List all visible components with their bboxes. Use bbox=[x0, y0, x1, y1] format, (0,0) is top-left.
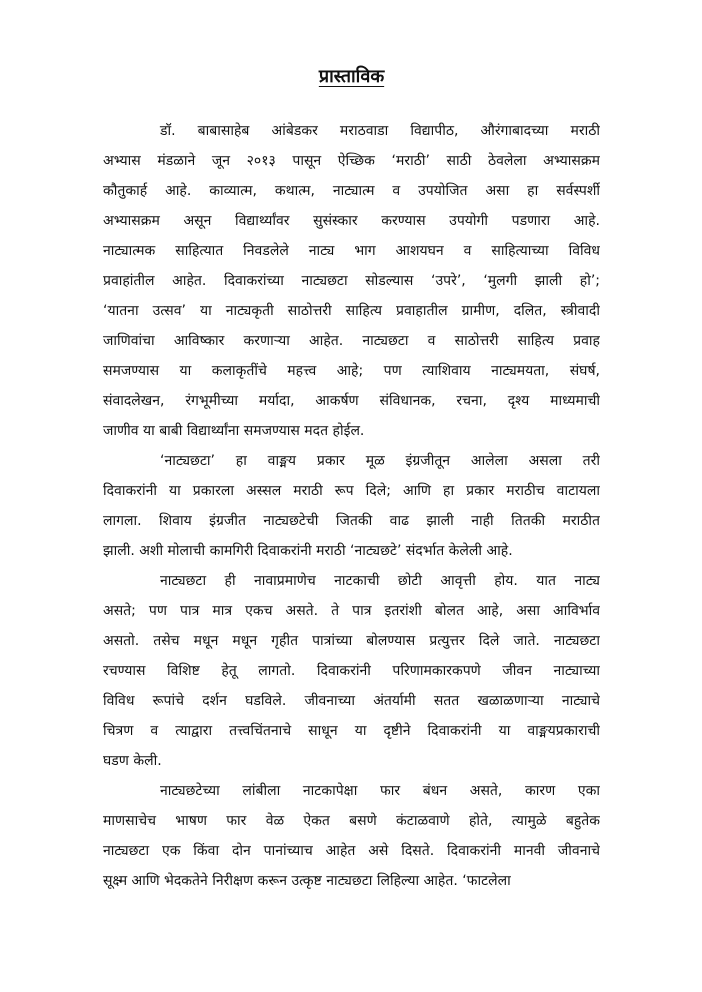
text-line: अभ्यास मंडळाने जून २०१३ पासून ऐच्छिक ‘मराठी’ साठी ठेवलेला अभ्यासक्रम bbox=[103, 153, 600, 169]
paragraph bbox=[103, 446, 600, 566]
text-line: अभ्यासक्रम असून विद्यार्थ्यांवर सुसंस्कार करण्यास उपयोगी पडणारा आहे. bbox=[103, 213, 600, 229]
text-line: विविध रूपांचे दर्शन घडविले. जीवनाच्या अंतर्यामी सतत खळाळणाऱ्या नाट्याचे bbox=[103, 693, 600, 709]
text-line: समजण्यास या कलाकृतींचे महत्त्व आहे; पण त्याशिवाय नाट्यमयता, संघर्ष, bbox=[103, 363, 600, 379]
paragraph bbox=[103, 776, 600, 896]
text-line: रचण्यास विशिष्ट हेतू लागतो. दिवाकरांनी परिणामकारकपणे जीवन नाट्याच्या bbox=[103, 663, 600, 679]
text-line: ‘यातना उत्सव’ या नाट्यकृती साठोत्तरी साहित्य प्रवाहातील ग्रामीण, दलित, स्त्रीवादी bbox=[103, 303, 600, 319]
text-line: नाट्यछटेच्या लांबीला नाटकापेक्षा फार बंधन असते, कारण एका bbox=[160, 783, 600, 799]
page-title: प्रास्ताविक bbox=[318, 66, 385, 87]
text-line: असते; पण पात्र मात्र एकच असते. ते पात्र इतरांशी बोलत आहे, असा आविर्भाव bbox=[103, 603, 600, 619]
text-line: सूक्ष्म आणि भेदकतेने निरीक्षण करून उत्कृष्ट नाट्यछटा लिहिल्या आहेत. ‘फाटलेला bbox=[103, 873, 511, 889]
text-line: नाट्यछटा ही नावाप्रमाणेच नाटकाची छोटी आवृत्ती होय. यात नाट्य bbox=[160, 573, 600, 589]
text-line: घडण केली. bbox=[103, 753, 162, 769]
paragraph bbox=[103, 116, 600, 446]
text-line: डॉ. बाबासाहेब आंबेडकर मराठवाडा विद्यापीठ, औरंगाबादच्या मराठी bbox=[160, 123, 600, 139]
text-line: चित्रण व त्याद्वारा तत्त्वचिंतनाचे साधून या दृष्टीने दिवाकरांनी या वाङ्मयप्रकाराची bbox=[103, 723, 600, 739]
text-line: झाली. अशी मोलाची कामगिरी दिवाकरांनी मराठी ‘नाट्यछटे’ संदर्भात केलेली आहे. bbox=[103, 543, 513, 559]
text-line: दिवाकरांनी या प्रकारला अस्सल मराठी रूप दिले; आणि हा प्रकार मराठीच वाटायला bbox=[103, 483, 600, 499]
text-line: जाणीव या बाबी विद्यार्थ्यांना समजण्यास मदत होईल. bbox=[103, 423, 365, 439]
text-line: नाट्यात्मक साहित्यात निवडलेले नाट्य भाग आशयघन व साहित्याच्या विविध bbox=[103, 243, 600, 259]
text-line: संवादलेखन, रंगभूमीच्या मर्यादा, आकर्षण संविधानक, रचना, दृश्य माध्यमाची bbox=[103, 393, 600, 409]
text-line: ‘नाट्यछटा’ हा वाङ्मय प्रकार मूळ इंग्रजीतून आलेला असला तरी bbox=[160, 453, 600, 469]
document-body bbox=[103, 116, 600, 896]
text-line: प्रवाहांतील आहेत. दिवाकरांच्या नाट्यछटा सोडल्यास ‘उपरे’, ‘मुलगी झाली हो’; bbox=[103, 273, 600, 289]
text-line: नाट्यछटा एक किंवा दोन पानांच्याच आहेत असे दिसते. दिवाकरांनी मानवी जीवनाचे bbox=[103, 843, 600, 859]
paragraph bbox=[103, 566, 600, 776]
text-line: जाणिवांचा आविष्कार करणाऱ्या आहेत. नाट्यछटा व साठोत्तरी साहित्य प्रवाह bbox=[103, 333, 600, 349]
text-line: असतो. तसेच मधून मधून गृहीत पात्रांच्या बोलण्यास प्रत्युत्तर दिले जाते. नाट्यछटा bbox=[103, 633, 600, 649]
text-line: माणसाचेच भाषण फार वेळ ऐकत बसणे कंटाळवाणे होते, त्यामुळे बहुतेक bbox=[103, 813, 600, 829]
text-line: लागला. शिवाय इंग्रजीत नाट्यछटेची जितकी वाढ झाली नाही तितकी मराठीत bbox=[103, 513, 600, 529]
text-line: कौतुकार्ह आहे. काव्यात्म, कथात्म, नाट्यात्म व उपयोजित असा हा सर्वस्पर्शी bbox=[103, 183, 600, 199]
